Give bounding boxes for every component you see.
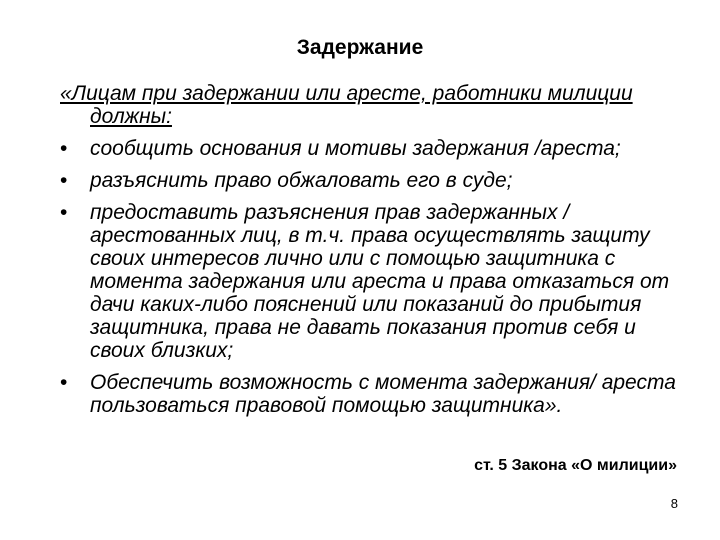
- slide-content: [60, 82, 680, 426]
- bullet-list: [60, 137, 680, 417]
- bullet-icon: •: [60, 169, 68, 192]
- slide-title: Задержание: [296, 36, 424, 59]
- list-item: [60, 137, 680, 160]
- intro-text: «Лицам при задержании или аресте, работники милиции должны:: [60, 82, 633, 128]
- bullet-icon: •: [60, 137, 68, 160]
- source-citation: ст. 5 Закона «О милиции»: [474, 457, 677, 474]
- bullet-icon: •: [60, 371, 68, 394]
- list-item-text: предоставить разъяснения прав задержанных /арестованных лиц, в т.ч. права осуществлять защиту своих интересов лично или с помощью защитника с момента задержания или ареста и права отказаться от дачи каких-либо пояснений или показаний до прибытия защитника, права не давать показания против себя и своих близких;: [90, 201, 670, 362]
- list-item: [60, 201, 680, 362]
- list-item: [60, 371, 680, 417]
- list-item: [60, 169, 680, 192]
- list-item-text: сообщить основания и мотивы задержания /ареста;: [90, 137, 621, 160]
- page-number: 8: [670, 496, 678, 511]
- list-item-text: разъяснить право обжаловать его в суде;: [90, 169, 513, 192]
- bullet-icon: •: [60, 201, 68, 224]
- list-item-text: Обеспечить возможность с момента задержания/ ареста пользоваться правовой помощью защитника».: [90, 371, 676, 417]
